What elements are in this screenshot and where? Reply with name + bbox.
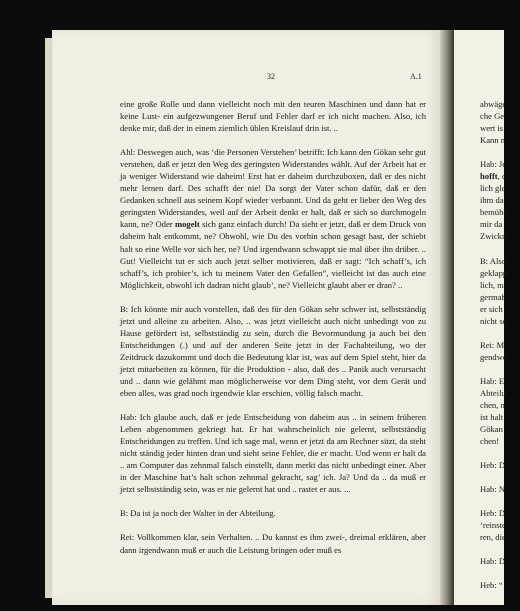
fragment-text: Abteilu <box>480 387 506 398</box>
right-page-line-fragment <box>480 267 520 279</box>
right-page-line-fragment <box>480 435 520 447</box>
right-page-line-fragment <box>480 459 520 471</box>
fragment-text: Heb: D <box>480 460 506 471</box>
right-page-line-fragment <box>480 315 520 327</box>
fragment-text: ren, die <box>480 532 506 543</box>
fragment-text: ‘reinste <box>480 520 506 531</box>
fragment-text: Hab: D <box>480 556 506 567</box>
right-page-line-fragment <box>480 423 520 435</box>
left-text-column <box>120 98 426 568</box>
paragraph-gap <box>480 363 520 375</box>
paragraph-gap <box>480 567 520 579</box>
paragraph-gap <box>480 543 520 555</box>
paragraph-text: eine große Rolle und dann vielleicht noch mit den teuren Maschinen und dann hat er keine Lust- ein aufgezwungener Beruf und Fehler darf er ich nicht machen. Also, ich denke mir, daß der in einem ziemlich üblen Kreislauf drin ist. .. <box>120 99 426 134</box>
book-gutter <box>440 30 454 605</box>
right-page-line-fragment <box>480 483 520 495</box>
right-page-line-fragment <box>480 375 520 387</box>
fragment-text: Hab: E <box>480 375 505 386</box>
fragment-text: lich gle <box>480 183 506 194</box>
right-page-line-fragment <box>480 218 520 230</box>
fragment-text: Heb: D <box>480 508 506 519</box>
paragraph-text: B: Da ist ja noch der Walter in der Abteilung. <box>120 508 276 519</box>
right-page-line-fragment <box>480 279 520 291</box>
fragment-text: chen! <box>480 436 500 447</box>
fragment-text: wert is <box>480 123 504 134</box>
fragment-text: abwäge <box>480 99 507 109</box>
fragment-text: Gökan <box>480 424 503 435</box>
fragment-text: geklapp <box>480 267 508 278</box>
fragment-text: chen, n <box>480 399 505 410</box>
paragraph-gap <box>480 327 520 339</box>
right-page-line-fragment <box>480 110 520 122</box>
page-number: 32 <box>267 72 275 81</box>
right-page-line-fragment <box>480 182 520 194</box>
right-page-line-fragment <box>480 411 520 423</box>
paragraph-gap <box>480 243 520 255</box>
paragraph-gap <box>480 447 520 459</box>
fragment-text: gendwe <box>480 351 507 362</box>
right-text-column <box>480 98 520 592</box>
paragraph-gap <box>480 495 520 507</box>
fragment-text: Heb: “ <box>480 580 503 591</box>
paragraph-gap <box>480 471 520 483</box>
fragment-text: mir da <box>480 219 503 230</box>
right-page-line-fragment <box>480 303 520 315</box>
fragment-text: er sich <box>480 303 503 314</box>
fragment-text: Hab: N <box>480 484 506 495</box>
right-page-line-fragment <box>480 555 520 567</box>
fragment-text: bemühe <box>480 207 508 218</box>
right-page-line-fragment <box>480 158 520 170</box>
paragraph-text: Hab: Ich glaube auch, daß er jede Entscheidung von daheim aus .. in seinem früheren Leben abgenommen gekriegt hat. Er hat wahrscheinlich nie gelernt, selbstständig Entscheidungen zu treffen. Und ich sage mal, wenn er jetzt da am Rechner sitzt, da steht nicht ständig jeder hinten dran und sieht seine Fehler, die er macht. Und wenn er halt da .. am Computer das zehnmal falsch einstellt, dann merkt das nicht unbedingt einer. Aber in der Maschine hat’s halt schon zehnmal gekracht, sag’ ich. Ja? Und da .. da muß er jetzt selbstständig sein, was er nie gelernt hat und .. rastet er aus. ... <box>120 412 426 495</box>
paragraph <box>120 303 426 399</box>
paragraph-text: B: Ich könnte mir auch vorstellen, daß des für den Gökan sehr schwer ist, selbstständig jetzt und alleine zu arbeiten. Also, .. was jetzt vielleicht auch nicht unbedingt von zu Hause gefördert ist, selbstständig zu sein, durch die Bevormundung ja auch bei den Entscheidungen (.) und auf der anderen Seite jetzt in der Fachabteilung, wo der Zeitdruck dazukommt und doch die Bedeutung klar ist, was auf dem Spiel steht, hier da jetzt mitarbeiten zu können, für die Produktion - also, daß des .. Panik auch verursacht und .. dann wie gelähmt man möglicherweise vor dem Ding steht, vor dem Gerät und eben alles, was grad noch irgendwie klar erschien, völlig falsch macht. <box>120 303 426 399</box>
fragment-text: Hab: Je <box>480 159 507 170</box>
paragraph-text: Rei: Vollkommen klar, sein Verhalten. .. Du kannst es ihm zwei-, dreimal erklären, aber dann irgendwann muß er auch die Leistung bringen oder muß es <box>120 532 426 555</box>
fragment-text: nicht se <box>480 315 507 326</box>
fragment-text: ihm da <box>480 195 504 206</box>
paragraph <box>120 507 426 519</box>
right-page-line-fragment <box>480 531 520 543</box>
right-page-line-fragment <box>480 519 520 531</box>
right-page-line-fragment <box>480 387 520 399</box>
fragment-text: ist halt <box>480 412 504 423</box>
paragraph-text: sich ganz einfach durch! Da sieht er jetzt, daß er dem Druck von daheim halt entkommt, ne? Obwohl, wie Du des vorhin schon gesagt hast, der schiebt halt so eine Welle vor sich her, ne? Und irgendwann schwappt sie mal über ihn drüber. .. Gut! Vielleicht tut er sich auch jetzt selber motivieren, daß er sagt: “Ich schaff’s, ich schaff’s, ich probier’s, ich tu meinem Vater den Gefallen”, vielleicht ist das auch eine Möglichkeit, obwohl ich dadran nicht glaub’, ne? Vielleicht glaubt aber er dran? .. <box>120 219 427 290</box>
emphasis-text: hofft <box>480 171 498 182</box>
paragraph <box>120 98 426 134</box>
paragraph <box>120 411 426 495</box>
right-page-line-fragment <box>480 351 520 363</box>
fragment-text: germaß <box>480 291 506 302</box>
right-page-line-fragment <box>480 339 520 351</box>
right-page-line-fragment <box>480 206 520 218</box>
emphasis-text: mogelt <box>174 219 200 230</box>
fragment-text: Zwickn <box>480 231 507 242</box>
right-page-line-fragment <box>480 194 520 206</box>
right-page-line-fragment <box>480 507 520 519</box>
fragment-text: Kann n <box>480 135 506 146</box>
right-page-line-fragment <box>480 134 520 146</box>
right-page-line-fragment <box>480 291 520 303</box>
right-page-line-fragment <box>480 170 520 182</box>
paragraph <box>120 531 426 555</box>
fragment-suffix: , c <box>497 171 506 182</box>
fragment-text: che Ge <box>480 111 505 122</box>
paragraph <box>120 146 426 291</box>
fragment-text: lich, m <box>480 279 504 290</box>
fragment-text: B: Also <box>480 255 507 266</box>
right-page-line-fragment <box>480 98 520 110</box>
right-page-line-fragment <box>480 579 520 591</box>
fragment-text: Rei: M <box>480 339 505 350</box>
right-page-line-fragment <box>480 399 520 411</box>
right-page-line-fragment <box>480 122 520 134</box>
paragraph-text: Ahl: Deswegen auch, was ‘die Personen Verstehen’ betrifft: Ich kann den Gökan sehr gut verstehen, daß er jetzt den Weg des geringsten Widerstandes wählt. Auf der Arbeit hat er ja weniger Widerstand wie daheim! Erst hat er daheim durchzuboxen, daß er des nicht mehr lernen darf. Des schafft der nie! Da sorgt der Vater schon dafür, daß er den Gedanken schnell aus seinem Kopf wieder verbannt. Und da geht er lieber den Weg des geringsten Widerstandes, weil auf der Arbeit denkt er halt, daß er sich so durchmogeln kann, ne? Oder <box>120 147 426 230</box>
paragraph-gap <box>480 146 520 158</box>
header-code: A.1 <box>410 72 422 81</box>
right-page-line-fragment <box>480 230 520 242</box>
right-page-line-fragment <box>480 255 520 267</box>
